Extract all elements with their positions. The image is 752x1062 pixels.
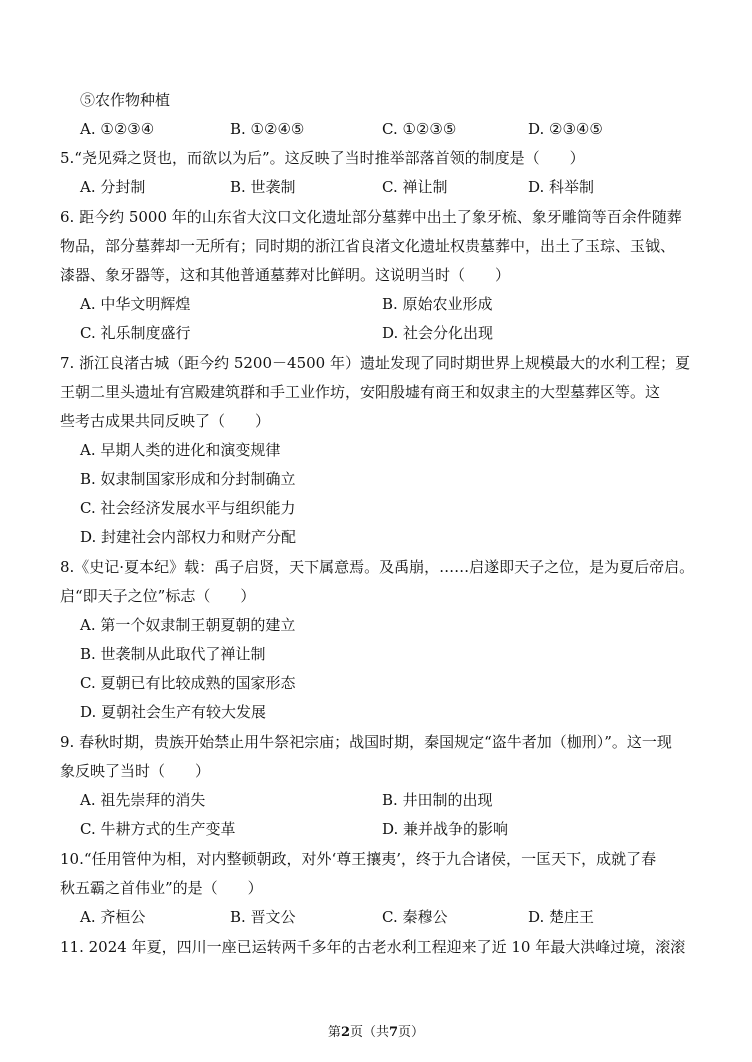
q5-option-b: B. 世袭制 bbox=[230, 178, 296, 196]
q8-option-c: C. 夏朝已有比较成熟的国家形态 bbox=[80, 674, 296, 692]
q6-option-d: D. 社会分化出现 bbox=[382, 324, 494, 342]
q8-option-d: D. 夏朝社会生产有较大发展 bbox=[80, 703, 267, 721]
q4-option-b: B. ①②④⑤ bbox=[230, 120, 305, 138]
q7-option-d: D. 封建社会内部权力和财产分配 bbox=[80, 528, 297, 546]
q6-stem-line1: 6. 距今约 5000 年的山东省大汶口文化遗址部分墓葬中出土了象牙梳、象牙雕筒等百余件随葬 bbox=[60, 208, 682, 226]
q6-options-row2 bbox=[80, 323, 720, 343]
page-footer bbox=[0, 1024, 752, 1042]
q8-stem-line1: 8.《史记·夏本纪》载：禹子启贤，天下属意焉。及禹崩，……启遂即天子之位，是为夏后帝启。 bbox=[60, 558, 695, 576]
footer-prefix: 第 bbox=[327, 1025, 341, 1040]
q4-option-d: D. ②③④⑤ bbox=[528, 120, 603, 138]
q7-stem-line1: 7. 浙江良渚古城（距今约 5200－4500 年）遗址发现了同时期世界上规模最大的水利工程；夏 bbox=[60, 354, 690, 372]
q4-options bbox=[80, 119, 720, 139]
q9-option-c: C. 牛耕方式的生产变革 bbox=[80, 820, 236, 838]
q10-option-a: A. 齐桓公 bbox=[80, 908, 146, 926]
q6-option-b: B. 原始农业形成 bbox=[382, 295, 493, 313]
q7-option-b: B. 奴隶制国家形成和分封制确立 bbox=[80, 470, 296, 488]
q7-stem-line3: 些考古成果共同反映了（ ） bbox=[60, 412, 271, 430]
footer-page-number: 2 bbox=[340, 1025, 350, 1040]
q6-stem-line2: 物品，部分墓葬却一无所有；同时期的浙江省良渚文化遗址权贵墓葬中，出土了玉琮、玉钺、 bbox=[60, 237, 676, 255]
q10-stem-line1: 10.“任用管仲为相，对内整顿朝政，对外‘尊王攘夷’，终于九合诸侯，一匡天下，成就了春 bbox=[60, 850, 657, 868]
footer-total-pages: 7 bbox=[389, 1025, 399, 1040]
q9-option-d: D. 兼并战争的影响 bbox=[382, 820, 509, 838]
q10-option-b: B. 晋文公 bbox=[230, 908, 296, 926]
q4-option-a: A. ①②③④ bbox=[80, 120, 155, 138]
q10-option-d: D. 楚庄王 bbox=[528, 908, 595, 926]
q9-option-b: B. 井田制的出现 bbox=[382, 791, 493, 809]
q6-option-a: A. 中华文明辉煌 bbox=[80, 295, 191, 313]
q8-option-b: B. 世袭制从此取代了禅让制 bbox=[80, 645, 266, 663]
q4-option-c: C. ①②③⑤ bbox=[382, 120, 457, 138]
q6-option-c: C. 礼乐制度盛行 bbox=[80, 324, 191, 342]
q5-stem: 5.“尧见舜之贤也，而欲以为后”。这反映了当时推举部落首领的制度是（ ） bbox=[60, 149, 585, 167]
q10-option-c: C. 秦穆公 bbox=[382, 908, 448, 926]
q7-stem-line2: 王朝二里头遗址有宫殿建筑群和手工业作坊，安阳殷墟有商王和奴隶主的大型墓葬区等。这 bbox=[60, 383, 661, 401]
q6-stem-line3: 漆器、象牙器等，这和其他普通墓葬对比鲜明。这说明当时（ ） bbox=[60, 266, 511, 284]
footer-suffix: 页） bbox=[398, 1025, 425, 1040]
q6-options-row1 bbox=[80, 294, 720, 314]
q5-options bbox=[80, 177, 720, 197]
footer-mid: 页（共 bbox=[349, 1025, 389, 1040]
q9-option-a: A. 祖先崇拜的消失 bbox=[80, 791, 206, 809]
q7-option-a: A. 早期人类的进化和演变规律 bbox=[80, 441, 281, 459]
q4-item5: ⑤农作物种植 bbox=[80, 91, 171, 109]
q9-options-row1 bbox=[80, 790, 720, 810]
q5-option-c: C. 禅让制 bbox=[382, 178, 448, 196]
q10-options bbox=[80, 907, 720, 927]
q8-option-a: A. 第一个奴隶制王朝夏朝的建立 bbox=[80, 616, 296, 634]
q7-option-c: C. 社会经济发展水平与组织能力 bbox=[80, 499, 296, 517]
q5-option-a: A. 分封制 bbox=[80, 178, 146, 196]
q5-option-d: D. 科举制 bbox=[528, 178, 595, 196]
q9-options-row2 bbox=[80, 819, 720, 839]
q10-stem-line2: 秋五霸之首伟业”的是（ ） bbox=[60, 879, 263, 897]
q8-stem-line2: 启“即天子之位”标志（ ） bbox=[60, 587, 256, 605]
q9-stem-line2: 象反映了当时（ ） bbox=[60, 762, 211, 780]
q9-stem-line1: 9. 春秋时期，贵族开始禁止用牛祭祀宗庙；战国时期，秦国规定“盗牛者加（枷刑）”。这一现 bbox=[60, 733, 672, 751]
q11-stem: 11. 2024 年夏，四川一座已运转两千多年的古老水利工程迎来了近 10 年最大洪峰过境，滚滚 bbox=[60, 938, 686, 956]
